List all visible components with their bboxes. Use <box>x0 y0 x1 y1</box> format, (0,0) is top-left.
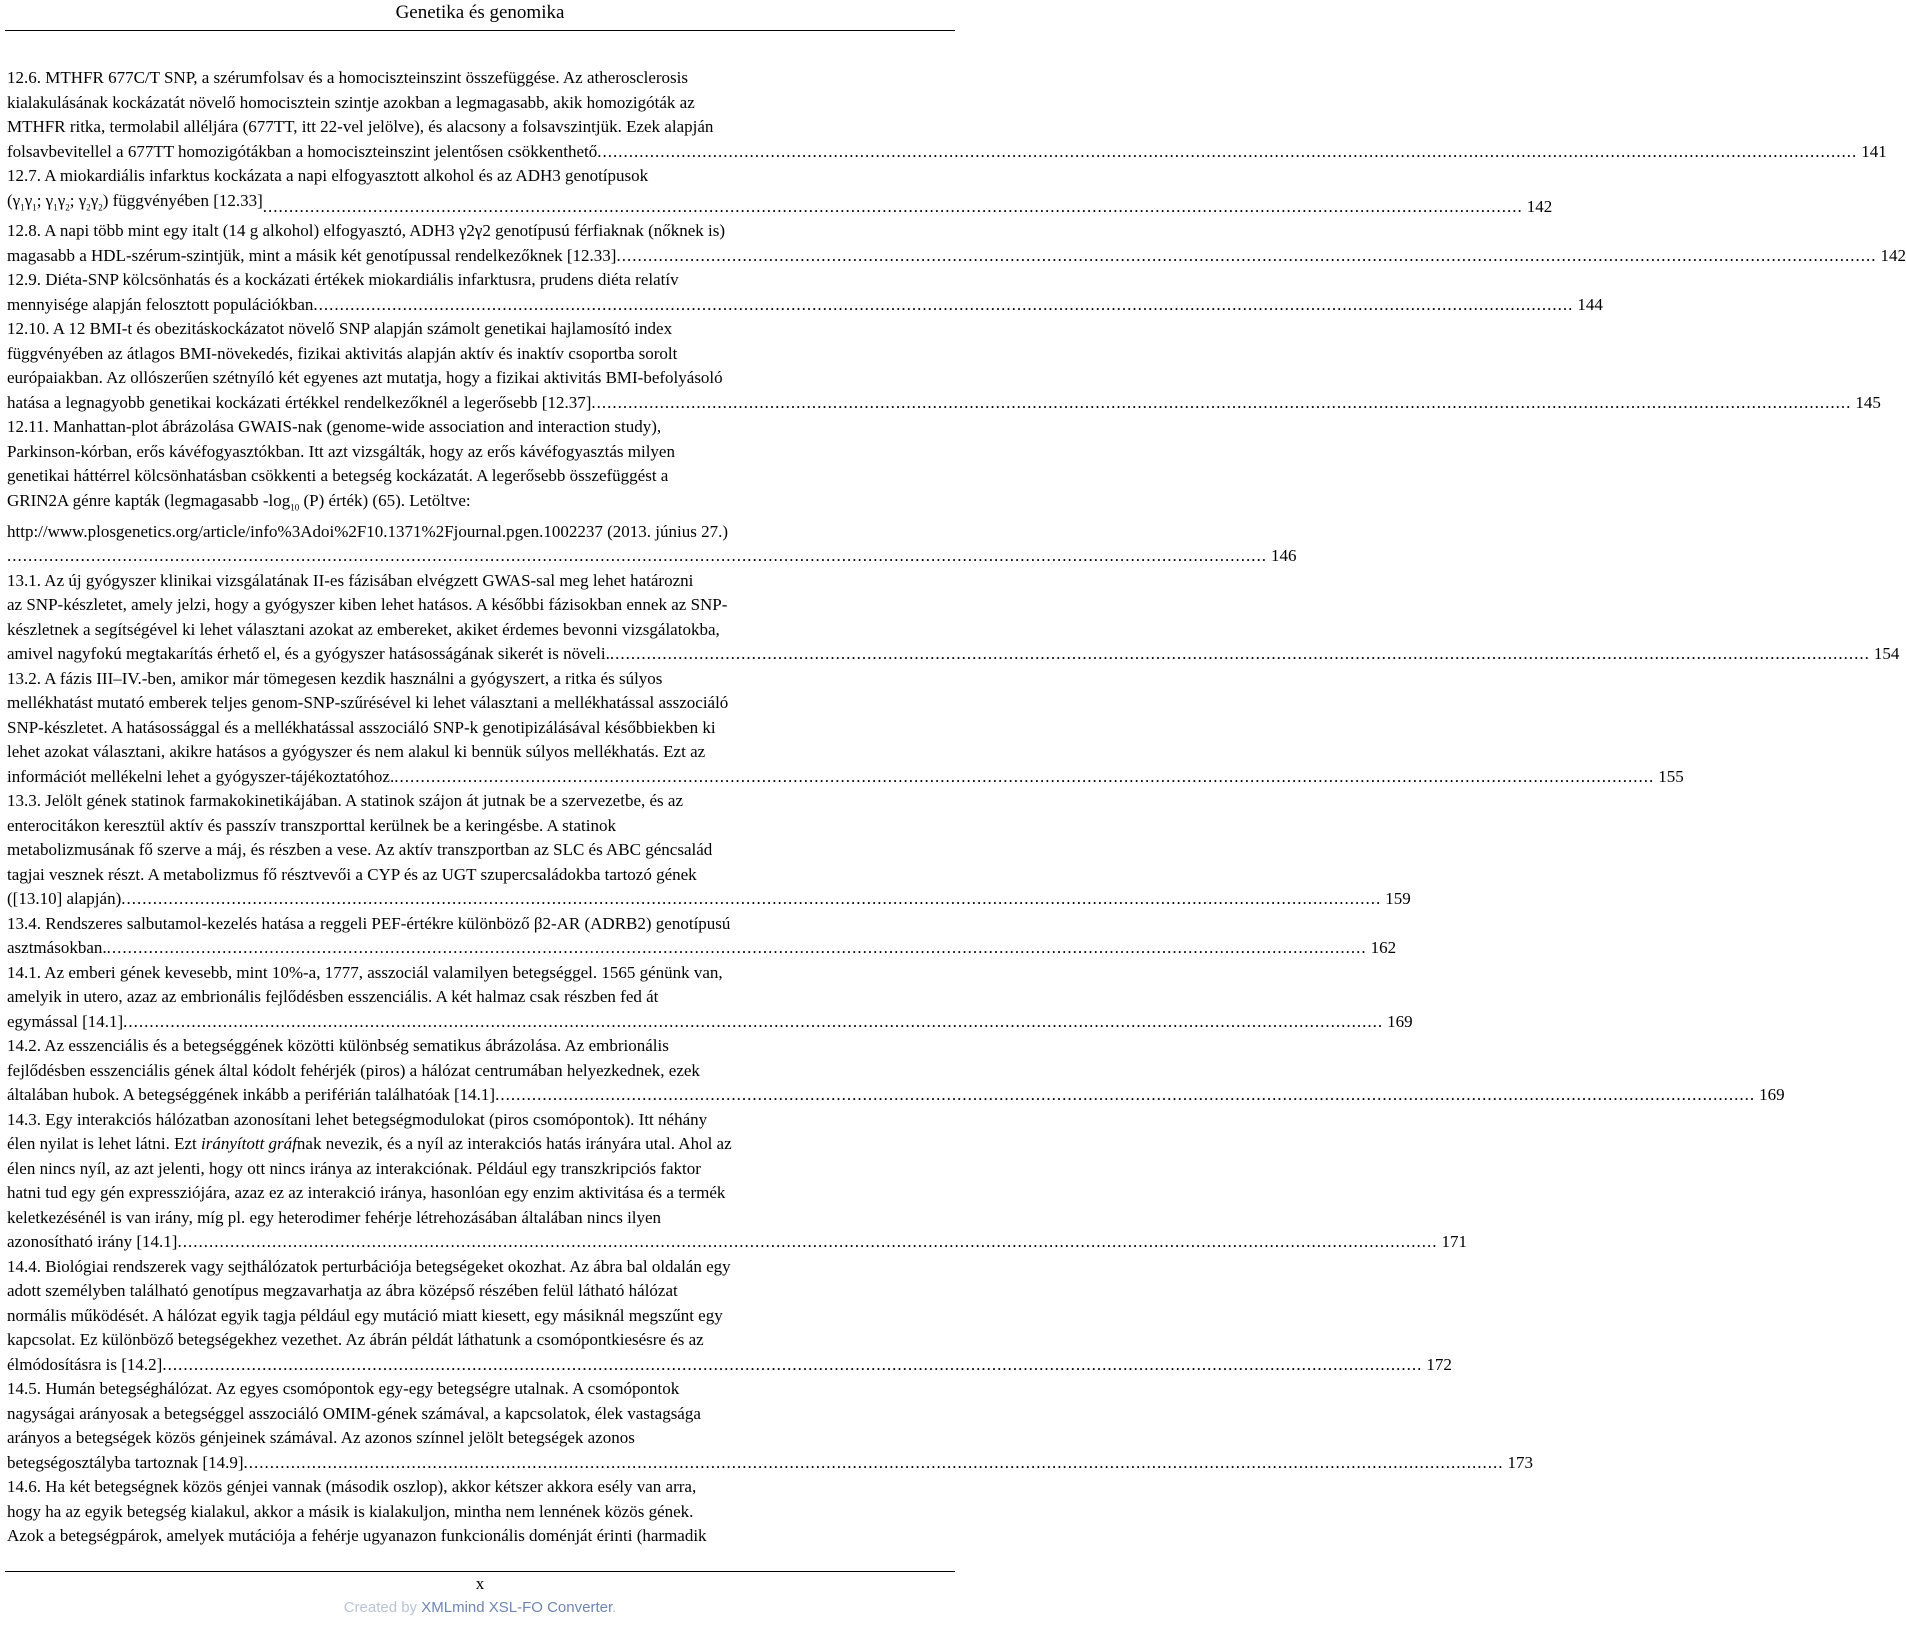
credit-prefix: Created by <box>343 1599 418 1616</box>
toc-entry-12-9[interactable]: 12.9. Diéta-SNP kölcsönhatás és a kockázati értékek miokardiális infarktusra, prudens diéta relatív mennyisége alapján felosztott populációkban ..... 144 <box>7 268 907 317</box>
toc-entry-14-1[interactable]: 14.1. Az emberi gének kevesebb, mint 10%-a, 1777, asszociál valamilyen betegséggel. 1565 génünk van, amelyik in utero, azaz az embrionális fejlődésben esszenciális. A két halmaz csak részben fed át egymással [14.1] ..... 169 <box>7 961 907 1035</box>
toc-entry-12-8[interactable]: 12.8. A napi több mint egy italt (14 g alkohol) elfogyasztó, ADH3 γ2γ2 genotípusú férfiaknak (nőknek is) magasabb a HDL-szérum-szintjük, mint a másik két genotípussal rendelkezőknek [12.33] ..... 142 <box>7 219 907 268</box>
credit-link[interactable]: XMLmind XSL-FO Converter <box>421 1599 613 1616</box>
running-header: Genetika és genomika <box>395 2 565 23</box>
toc-page-number: 144 <box>1577 294 1603 314</box>
toc-page-number: 146 <box>1271 546 1297 566</box>
toc-entry-14-6[interactable]: 14.6. Ha két betegségnek közös génjei vannak (második oszlop), akkor kétszer akkora esély van arra, hogy ha az egyik betegség kialakul, akkor a másik is kialakuljon, mintha nem lennének közös gének. Azok a betegségpárok, amelyek mutációja a fehérje ugyanazon funkcionális doménját érinti (harmadik <box>7 1477 707 1546</box>
toc-entry-12-11[interactable]: 12.11. Manhattan-plot ábrázolása GWAIS-nak (genome-wide association and interaction study), Parkinson-kórban, erős kávéfogyasztókban. Itt azt vizsgálták, hogy az erős kávéfogyasztás milyen genetikai háttérrel kölcsönhatásban csökkenti a betegség kockázatát. A legerősebb összefüggést a GRIN2A génre kapták (legmagasabb $-\log_{10}$ (P) érték) (65). Letöltve: http://www.plosgenetics.org/article/info%3Adoi%2F10.1371%2Fjournal.pgen.1002237 (2013. június 27.) ..... 146 <box>7 415 907 568</box>
footer-rule <box>5 1571 955 1572</box>
toc-page-number: 159 <box>1385 889 1411 909</box>
toc-page-number: 142 <box>1526 196 1553 216</box>
toc-entry-12-10[interactable]: 12.10. A 12 BMI-t és obezitáskockázatot növelő SNP alapján számolt genetikai hajlamosító index függvényében az átlagos BMI-növekedés, fizikai aktivitás alapján aktív és inaktív csoportba sorolt európaiakban. Az ollószerűen szétnyíló két egyenes azt mutatja, hogy a fizikai aktivitás BMI-befolyásoló hatása a legnagyobb genetikai kockázati értékkel rendelkezőknél a legerősebb [12.37] ..... 145 <box>7 317 907 415</box>
toc-entry-14-3[interactable]: 14.3. Egy interakciós hálózatban azonosítani lehet betegségmodulokat (piros csomópontok). Itt néhány élen nyilat is lehet látni. Ezt irányított gráfnak nevezik, és a nyíl az interakciós hatás irányára utal. Ahol az élen nincs nyíl, az azt jelenti, hogy ott nincs iránya az interakciónak. Például egy transzkripciós faktor hatni tud egy gén expressziójára, azaz ez az interakció iránya, hasonlóan egy enzim aktivitása és a termék keletkezésénél is van irány, míg pl. egy heterodimer fehérje létrehozásában általában nincs ilyen azonosítható irány [14.1] ..... 171 <box>7 1108 907 1255</box>
toc-entry-14-2[interactable]: 14.2. Az esszenciális és a betegséggének közötti különbség sematikus ábrázolása. Az embrionális fejlődésben esszenciális gének által kódolt fehérjék (piros) a hálózat centrumában helyezkednek, ezek általában hubok. A betegséggének inkább a periférián találhatóak [14.1] ..... 169 <box>7 1034 907 1108</box>
toc-entry-14-5[interactable]: 14.5. Humán betegséghálózat. Az egyes csomópontok egy-egy betegségre utalnak. A csomópontok nagyságai arányosak a betegséggel asszociáló OMIM-gének számával, a kapcsolatok, élek vastagsága arányos a betegségek közös génjeinek számával. Az azonos színnel jelölt betegségek azonos betegségosztályba tartoznak [14.9] ..... 173 <box>7 1377 907 1475</box>
toc-page-number: 142 <box>1880 245 1906 265</box>
page-number: x <box>475 1574 485 1593</box>
toc-entry-13-2[interactable]: 13.2. A fázis III–IV.-ben, amikor már tömegesen kezdik használni a gyógyszert, a ritka és súlyos mellékhatást mutató emberek teljes genom-SNP-szűrésével ki lehet választani a mellékhatással asszociáló SNP-készletet. A hatásossággal és a mellékhatással asszociáló SNP-k genotipizálásával későbbiekben ki lehet azokat választani, akikre hatásos a gyógyszer és nem alakul ki bennük súlyos mellékhatás. Ezt az információt mellékelni lehet a gyógyszer-tájékoztatóhoz. ..... 155 <box>7 667 907 790</box>
toc-entry-14-4[interactable]: 14.4. Biológiai rendszerek vagy sejthálózatok perturbációja betegségeket okozhat. Az ábra bal oldalán egy adott személyben található genotípus megzavarhatja az ábra középső részében felül látható hálózat normális működését. A hálózat egyik tagja például egy mutáció miatt kiesett, egy másiknál megszűnt egy kapcsolat. Ez különböző betegségekhez vezethet. Az ábrán példát láthatunk a csomópontkiesésre és az élmódosításra is [14.2] ..... 172 <box>7 1255 907 1378</box>
toc-page-number: 171 <box>1441 1232 1467 1252</box>
credit-suffix: . <box>612 1599 617 1616</box>
toc-entry-12-6[interactable]: 12.6. MTHFR 677C/T SNP, a szérumfolsav és a homociszteinszint összefüggése. Az atherosclerosis kialakulásának kockázatát növelő homocisztein szintje azokban a legmagasabb, akik homozigóták az MTHFR ritka, termolabil alléljára (677TT, itt 22-vel jelölve), és alacsony a folsavszintjük. Ezek alapján folsavbevitellel a 677TT homozigótákban a homociszteinszint jelentősen csökkenthető ..... 141 <box>7 66 907 164</box>
toc-page-number: 173 <box>1507 1452 1533 1472</box>
toc-entry-13-1[interactable]: 13.1. Az új gyógyszer klinikai vizsgálatának II-es fázisában elvégzett GWAS-sal meg lehet határozni az SNP-készletet, amely jelzi, hogy a gyógyszer kiben lehet hatásos. A későbbi fázisokban ennek az SNP- készletnek a segítségével ki lehet választani azokat az embereket, akiket érdemes bevonni vizsgálatokba, amivel nagyfokú megtakarítás érhető el, és a gyógyszer hatásosságának sikerét is növeli. ..... 154 <box>7 569 907 667</box>
toc-page-number: 141 <box>1861 141 1887 161</box>
list-of-figures <box>7 66 1906 1549</box>
toc-page-number: 154 <box>1873 644 1900 664</box>
toc-entry-13-4[interactable]: 13.4. Rendszeres salbutamol-kezelés hatása a reggeli PEF-értékre különböző β2-AR (ADRB2) genotípusú asztmásokban. ..... 162 <box>7 912 907 961</box>
toc-entry-12-7[interactable]: 12.7. A miokardiális infarktus kockázata a napi elfogyasztott alkohol és az ADH3 genotípusok ($\gamma_1\gamma_1$; $\gamma_1\gamma_2$; $\gamma_2\gamma_2$) függvényében [12.33] ..... 142 <box>7 164 907 219</box>
toc-page-number: 145 <box>1855 392 1881 412</box>
header-rule <box>5 30 955 31</box>
toc-entry-13-3[interactable]: 13.3. Jelölt gének statinok farmakokinetikájában. A statinok szájon át jutnak be a szervezetbe, és az enterocitákon keresztül aktív és passzív transzporttal kerülnek be a keringésbe. A statinok metabolizmusának fő szerve a máj, és részben a vese. Az aktív transzportban az SLC és ABC géncsalád tagjai vesznek részt. A metabolizmus fő résztvevői a CYP és az UGT szupercsaládokba tartozó gének ([13.10] alapján) ..... 159 <box>7 789 907 912</box>
toc-page-number: 155 <box>1658 766 1684 786</box>
toc-page-number: 172 <box>1426 1354 1452 1374</box>
toc-page-number: 169 <box>1387 1011 1413 1031</box>
toc-page-number: 169 <box>1759 1085 1785 1105</box>
toc-page-number: 162 <box>1370 938 1397 958</box>
converter-credit <box>0 1598 960 1618</box>
